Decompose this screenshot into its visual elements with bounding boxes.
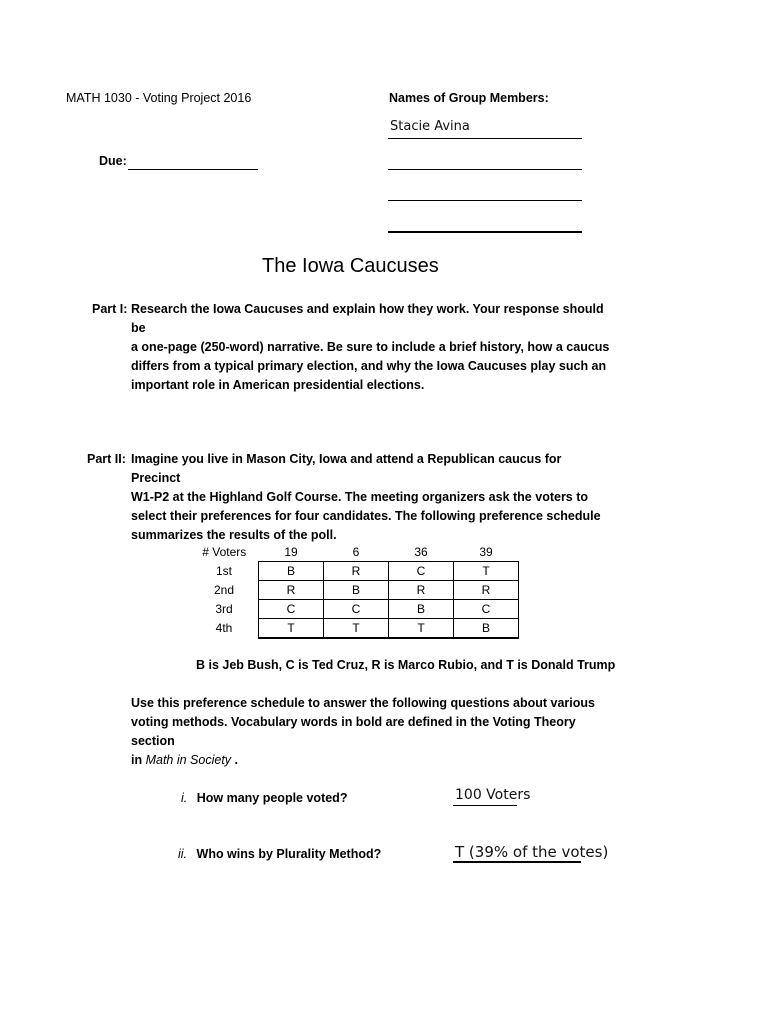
member-line-4[interactable] — [388, 231, 582, 233]
instructions-line: voting methods. Vocabulary words in bold are defined in the Voting Theory section — [131, 715, 576, 748]
schedule-cell: C — [454, 600, 519, 619]
schedule-cell: T — [259, 619, 324, 639]
question-text: How many people voted? — [196, 791, 348, 805]
rank-row — [190, 581, 519, 600]
question-1 — [181, 789, 347, 808]
schedule-cell: R — [259, 581, 324, 600]
schedule-cell: R — [324, 562, 389, 581]
question-text-prefix: Who wins by — [196, 847, 277, 861]
voters-count: 36 — [414, 545, 428, 559]
question-number: i. — [181, 791, 188, 805]
question-number: ii. — [178, 847, 188, 861]
answer-1-line — [453, 805, 517, 806]
instructions-prefix: in — [131, 753, 146, 767]
schedule-cell: B — [259, 562, 324, 581]
voters-row — [190, 543, 519, 562]
schedule-cell: R — [454, 581, 519, 600]
schedule-cell: C — [259, 600, 324, 619]
part2-label: Part II: — [87, 452, 126, 466]
instructions-line — [131, 751, 611, 770]
schedule-cell: R — [389, 581, 454, 600]
rank-row — [190, 619, 519, 639]
schedule-cell: T — [324, 619, 389, 639]
part2-text: Imagine you live in Mason City, Iowa and attend a Republican caucus for Precinct W1-P2 at the Highland Golf Course. The meeting organizers ask the voters to select their preferences for four candidates. The following preference schedule summarizes the results of the poll. — [131, 452, 601, 542]
schedule-cell: T — [454, 562, 519, 581]
question-bold-term: Plurality Method — [276, 847, 374, 861]
preference-schedule — [190, 543, 519, 639]
voters-count: 39 — [479, 545, 493, 559]
schedule-cell: C — [389, 562, 454, 581]
instructions — [131, 694, 611, 770]
rank-row — [190, 600, 519, 619]
due-label: Due: — [99, 154, 127, 168]
members-label: Names of Group Members: — [389, 91, 549, 105]
schedule-cell: C — [324, 600, 389, 619]
schedule-cell: B — [389, 600, 454, 619]
rank-label: 1st — [215, 564, 232, 578]
rank-row — [190, 562, 519, 581]
page-title: The Iowa Caucuses — [262, 255, 439, 277]
answer-2-line — [453, 861, 581, 863]
voters-count: 19 — [284, 545, 298, 559]
book-title: Math in Society — [145, 753, 232, 767]
instructions-suffix: . — [231, 753, 239, 767]
answer-2[interactable]: T (39% of the votes) — [455, 843, 609, 861]
rank-label: 2nd — [213, 583, 235, 597]
voters-count: 6 — [352, 545, 360, 559]
member-name-1[interactable]: Stacie Avina — [390, 119, 470, 134]
question-text-suffix: ? — [373, 847, 382, 861]
rank-label: 3rd — [215, 602, 233, 616]
schedule-cell: B — [324, 581, 389, 600]
question-2 — [178, 845, 381, 864]
member-line-2[interactable] — [388, 169, 582, 170]
rank-label: 4th — [215, 621, 233, 636]
instructions-line: Use this preference schedule to answer the following questions about various — [131, 696, 595, 710]
member-line-3[interactable] — [388, 200, 582, 201]
due-date-line[interactable] — [128, 169, 258, 170]
course-title: MATH 1030 - Voting Project 2016 — [66, 91, 252, 105]
candidate-legend: B is Jeb Bush, C is Ted Cruz, R is Marco Rubio, and T is Donald Trump — [196, 658, 616, 672]
member-line-1 — [388, 138, 582, 139]
schedule-cell: T — [389, 619, 454, 639]
part1-text: Research the Iowa Caucuses and explain how they work. Your response should be a one-page (250-word) narrative. Be sure to include a brief history, how a caucus differs from a typical primary election, and why the Iowa Caucuses play such an important role in American presidential elections. — [131, 302, 610, 392]
part1-label: Part I: — [92, 302, 128, 316]
voters-label: # Voters — [202, 545, 247, 560]
schedule-cell: B — [454, 619, 519, 639]
answer-1[interactable]: 100 Voters — [455, 787, 531, 803]
